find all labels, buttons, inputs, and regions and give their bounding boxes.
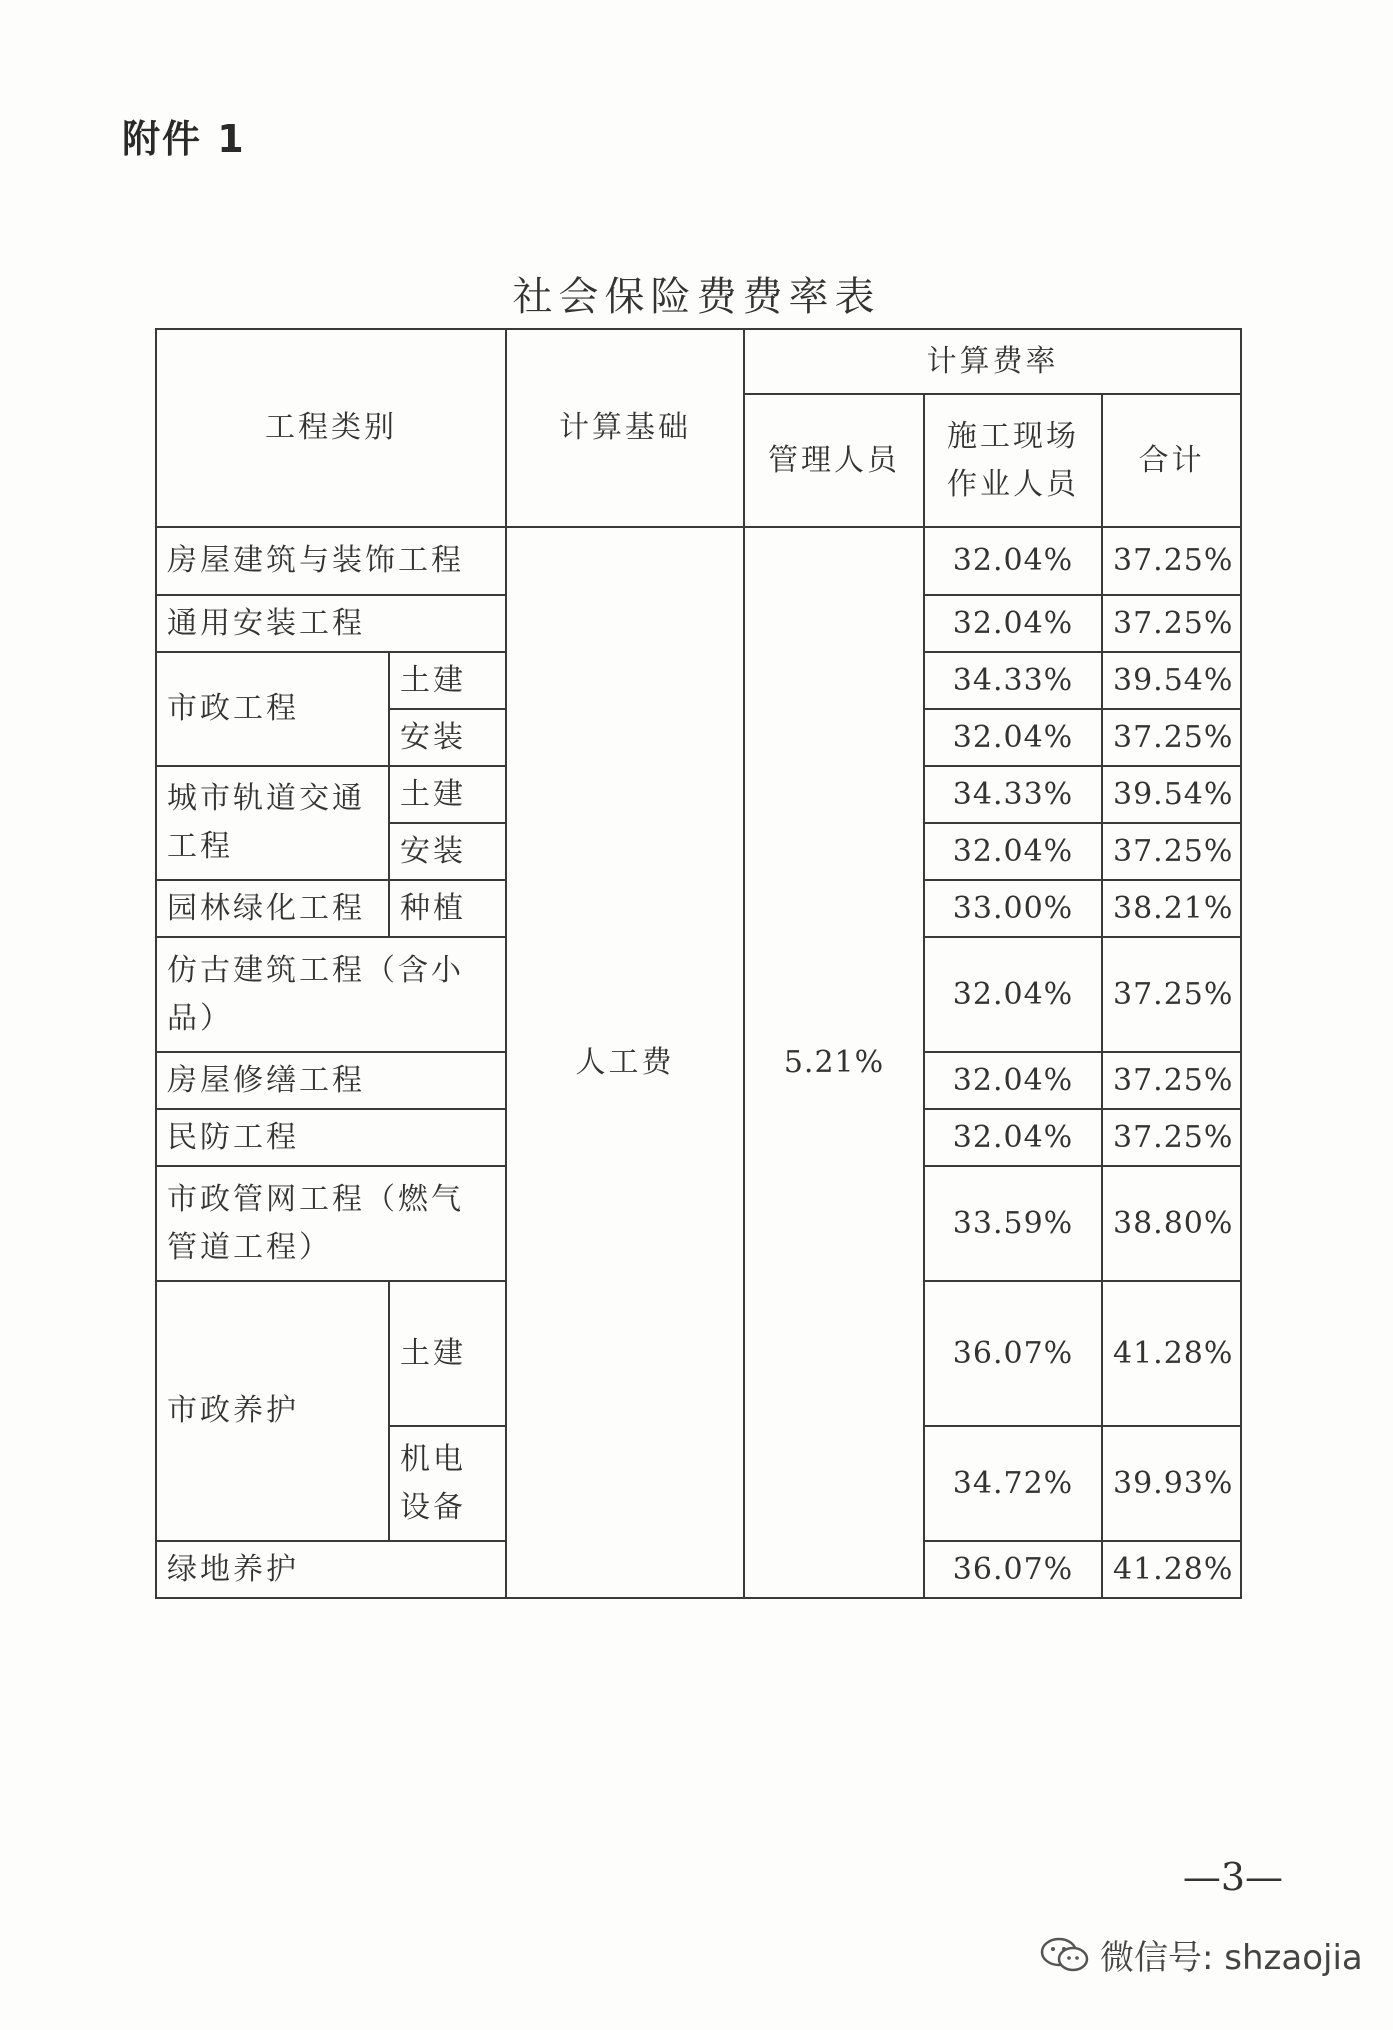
site-rate-cell: 34.72%: [924, 1426, 1102, 1541]
header-total: 合计: [1102, 394, 1241, 527]
table-title: 社会保险费费率表: [512, 274, 881, 320]
wechat-icon: [1040, 1937, 1090, 1973]
page-number: —3—: [1182, 1855, 1283, 1899]
subcategory-cell: 土建: [389, 652, 506, 709]
site-rate-cell: 32.04%: [924, 595, 1102, 652]
total-rate-cell: 37.25%: [1102, 937, 1241, 1052]
category-cell: 城市轨道交通工程: [156, 766, 389, 880]
total-rate-cell: 39.54%: [1102, 766, 1241, 823]
site-rate-cell: 36.07%: [924, 1541, 1102, 1598]
category-cell: 民防工程: [156, 1109, 506, 1166]
site-rate-cell: 33.00%: [924, 880, 1102, 937]
subcategory-cell: 机电设备: [389, 1426, 506, 1541]
site-rate-cell: 32.04%: [924, 709, 1102, 766]
total-rate-cell: 37.25%: [1102, 709, 1241, 766]
header-rate-group: 计算费率: [744, 329, 1241, 394]
total-rate-cell: 38.80%: [1102, 1166, 1241, 1281]
category-cell: 房屋建筑与装饰工程: [156, 527, 506, 595]
header-management: 管理人员: [744, 394, 924, 527]
subcategory-cell: 种植: [389, 880, 506, 937]
site-rate-cell: 32.04%: [924, 527, 1102, 595]
subcategory-cell: 安装: [389, 709, 506, 766]
total-rate-cell: 37.25%: [1102, 1052, 1241, 1109]
header-category: 工程类别: [156, 329, 506, 527]
subcategory-cell: 安装: [389, 823, 506, 880]
site-rate-cell: 32.04%: [924, 937, 1102, 1052]
category-cell: 市政工程: [156, 652, 389, 766]
management-rate: 5.21%: [744, 527, 924, 1598]
site-rate-cell: 32.04%: [924, 823, 1102, 880]
table-row: [156, 527, 1241, 595]
total-rate-cell: 39.54%: [1102, 652, 1241, 709]
attachment-label: 附件 1: [122, 117, 246, 161]
total-rate-cell: 41.28%: [1102, 1541, 1241, 1598]
total-rate-cell: 37.25%: [1102, 595, 1241, 652]
total-rate-cell: 37.25%: [1102, 1109, 1241, 1166]
subcategory-cell: 土建: [389, 766, 506, 823]
watermark: [1040, 1930, 1363, 1979]
header-basis: 计算基础: [506, 329, 744, 527]
category-cell: 市政管网工程（燃气管道工程）: [156, 1166, 506, 1281]
watermark-text: 微信号: shzaojia: [1100, 1938, 1363, 1978]
category-cell: 通用安装工程: [156, 595, 506, 652]
total-rate-cell: 37.25%: [1102, 823, 1241, 880]
category-cell: 园林绿化工程: [156, 880, 389, 937]
site-rate-cell: 36.07%: [924, 1281, 1102, 1426]
site-rate-cell: 33.59%: [924, 1166, 1102, 1281]
social-insurance-rate-table: [155, 328, 1242, 1599]
site-rate-cell: 32.04%: [924, 1052, 1102, 1109]
header-site-workers: 施工现场作业人员: [924, 394, 1102, 527]
site-rate-cell: 34.33%: [924, 766, 1102, 823]
subcategory-cell: 土建: [389, 1281, 506, 1426]
site-rate-cell: 32.04%: [924, 1109, 1102, 1166]
category-cell: 市政养护: [156, 1281, 389, 1541]
total-rate-cell: 39.93%: [1102, 1426, 1241, 1541]
category-cell: 房屋修缮工程: [156, 1052, 506, 1109]
basis-value: 人工费: [506, 527, 744, 1598]
total-rate-cell: 41.28%: [1102, 1281, 1241, 1426]
header-row-1: [156, 329, 1241, 394]
total-rate-cell: 38.21%: [1102, 880, 1241, 937]
total-rate-cell: 37.25%: [1102, 527, 1241, 595]
category-cell: 仿古建筑工程（含小品）: [156, 937, 506, 1052]
site-rate-cell: 34.33%: [924, 652, 1102, 709]
category-cell: 绿地养护: [156, 1541, 506, 1598]
